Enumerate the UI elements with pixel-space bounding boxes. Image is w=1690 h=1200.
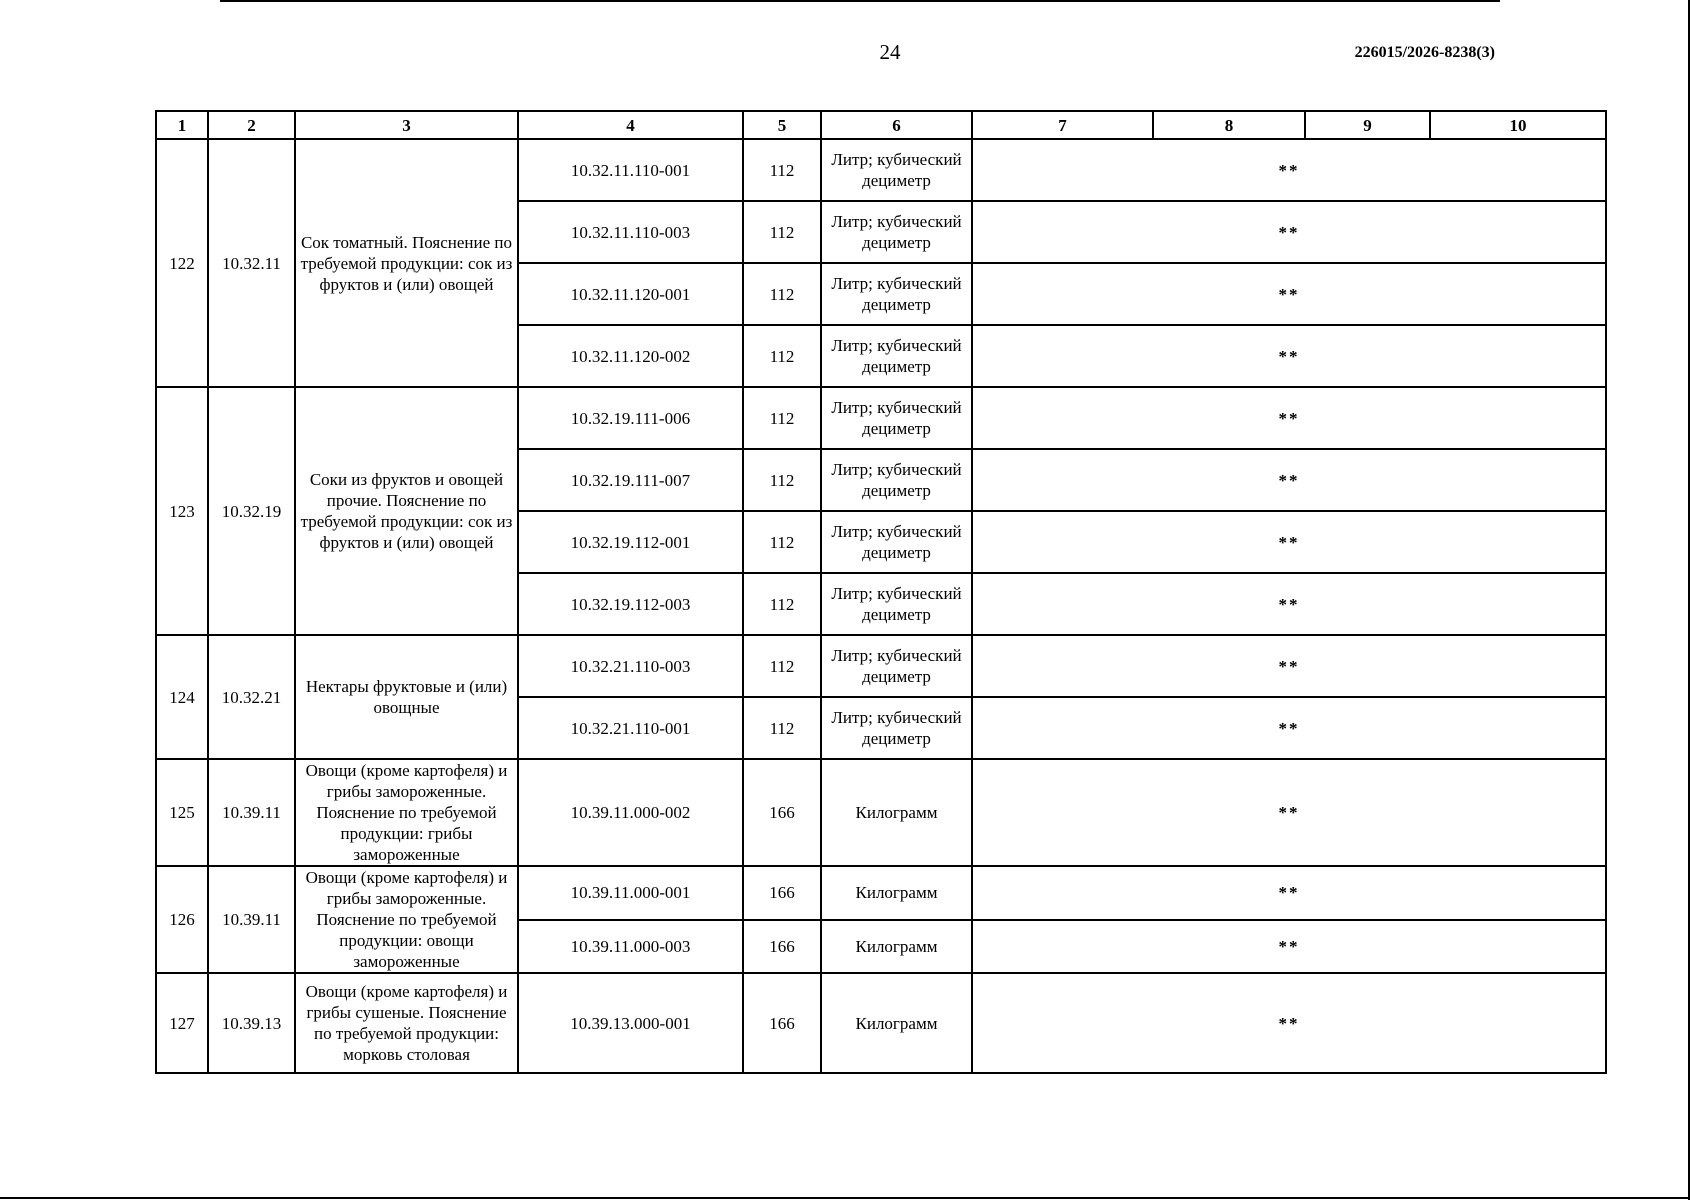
product-name: Нектары фруктовые и (или) овощные bbox=[295, 635, 518, 759]
okei-code: 112 bbox=[743, 263, 821, 325]
ktru-code: 10.32.21.110-001 bbox=[518, 697, 743, 759]
okei-code: 112 bbox=[743, 511, 821, 573]
ktru-code: 10.32.11.120-002 bbox=[518, 325, 743, 387]
table-row bbox=[156, 387, 1606, 449]
top-rule bbox=[220, 0, 1500, 2]
column-header-7: 7 bbox=[972, 111, 1153, 139]
placeholder-stars: ** bbox=[972, 866, 1606, 920]
okpd2-code: 10.39.11 bbox=[208, 866, 295, 973]
ktru-code: 10.32.19.112-001 bbox=[518, 511, 743, 573]
okei-code: 166 bbox=[743, 973, 821, 1073]
table-row bbox=[156, 866, 1606, 920]
column-header-1: 1 bbox=[156, 111, 208, 139]
column-header-2: 2 bbox=[208, 111, 295, 139]
table-row bbox=[156, 635, 1606, 697]
okei-code: 112 bbox=[743, 201, 821, 263]
unit-name: Литр; кубический дециметр bbox=[821, 387, 972, 449]
column-header-5: 5 bbox=[743, 111, 821, 139]
unit-name: Литр; кубический дециметр bbox=[821, 573, 972, 635]
row-number: 125 bbox=[156, 759, 208, 866]
placeholder-stars: ** bbox=[972, 449, 1606, 511]
okei-code: 112 bbox=[743, 573, 821, 635]
product-name: Овощи (кроме картофеля) и грибы замороженные. Пояснение по требуемой продукции: грибы замороженные bbox=[295, 759, 518, 866]
okei-code: 112 bbox=[743, 325, 821, 387]
okpd2-code: 10.32.19 bbox=[208, 387, 295, 635]
ktru-code: 10.39.13.000-001 bbox=[518, 973, 743, 1073]
ktru-code: 10.32.21.110-003 bbox=[518, 635, 743, 697]
unit-name: Литр; кубический дециметр bbox=[821, 511, 972, 573]
okei-code: 166 bbox=[743, 866, 821, 920]
row-number: 123 bbox=[156, 387, 208, 635]
placeholder-stars: ** bbox=[972, 635, 1606, 697]
row-number: 127 bbox=[156, 973, 208, 1073]
ktru-code: 10.32.19.111-006 bbox=[518, 387, 743, 449]
unit-name: Литр; кубический дециметр bbox=[821, 449, 972, 511]
table-row bbox=[156, 139, 1606, 201]
unit-name: Килограмм bbox=[821, 866, 972, 920]
placeholder-stars: ** bbox=[972, 139, 1606, 201]
document-id: 226015/2026-8238(3) bbox=[1354, 44, 1495, 61]
placeholder-stars: ** bbox=[972, 263, 1606, 325]
placeholder-stars: ** bbox=[972, 973, 1606, 1073]
row-number: 122 bbox=[156, 139, 208, 387]
placeholder-stars: ** bbox=[972, 325, 1606, 387]
ktru-code: 10.39.11.000-003 bbox=[518, 920, 743, 974]
placeholder-stars: ** bbox=[972, 920, 1606, 974]
unit-name: Литр; кубический дециметр bbox=[821, 201, 972, 263]
product-name: Овощи (кроме картофеля) и грибы замороженные. Пояснение по требуемой продукции: овощи замороженные bbox=[295, 866, 518, 973]
column-header-6: 6 bbox=[821, 111, 972, 139]
specification-table bbox=[155, 110, 1607, 1074]
ktru-code: 10.32.11.110-003 bbox=[518, 201, 743, 263]
ktru-code: 10.32.11.120-001 bbox=[518, 263, 743, 325]
ktru-code: 10.39.11.000-002 bbox=[518, 759, 743, 866]
ktru-code: 10.39.11.000-001 bbox=[518, 866, 743, 920]
okei-code: 166 bbox=[743, 759, 821, 866]
okpd2-code: 10.32.21 bbox=[208, 635, 295, 759]
column-header-3: 3 bbox=[295, 111, 518, 139]
unit-name: Литр; кубический дециметр bbox=[821, 325, 972, 387]
page-edge-bottom bbox=[0, 1197, 1690, 1199]
row-number: 124 bbox=[156, 635, 208, 759]
unit-name: Килограмм bbox=[821, 759, 972, 866]
table-row bbox=[156, 973, 1606, 1073]
column-header-9: 9 bbox=[1305, 111, 1430, 139]
placeholder-stars: ** bbox=[972, 201, 1606, 263]
okpd2-code: 10.39.13 bbox=[208, 973, 295, 1073]
placeholder-stars: ** bbox=[972, 759, 1606, 866]
okpd2-code: 10.39.11 bbox=[208, 759, 295, 866]
column-header-4: 4 bbox=[518, 111, 743, 139]
placeholder-stars: ** bbox=[972, 697, 1606, 759]
placeholder-stars: ** bbox=[972, 573, 1606, 635]
unit-name: Литр; кубический дециметр bbox=[821, 263, 972, 325]
row-number: 126 bbox=[156, 866, 208, 973]
unit-name: Литр; кубический дециметр bbox=[821, 635, 972, 697]
okei-code: 112 bbox=[743, 449, 821, 511]
okei-code: 112 bbox=[743, 387, 821, 449]
okei-code: 166 bbox=[743, 920, 821, 974]
unit-name: Литр; кубический дециметр bbox=[821, 697, 972, 759]
ktru-code: 10.32.11.110-001 bbox=[518, 139, 743, 201]
okei-code: 112 bbox=[743, 635, 821, 697]
unit-name: Килограмм bbox=[821, 920, 972, 974]
ktru-code: 10.32.19.111-007 bbox=[518, 449, 743, 511]
placeholder-stars: ** bbox=[972, 387, 1606, 449]
okei-code: 112 bbox=[743, 139, 821, 201]
product-name: Овощи (кроме картофеля) и грибы сушеные. Пояснение по требуемой продукции: морковь столовая bbox=[295, 973, 518, 1073]
product-name: Сок томатный. Пояснение по требуемой продукции: сок из фруктов и (или) овощей bbox=[295, 139, 518, 387]
column-header-8: 8 bbox=[1153, 111, 1305, 139]
ktru-code: 10.32.19.112-003 bbox=[518, 573, 743, 635]
unit-name: Килограмм bbox=[821, 973, 972, 1073]
page-number: 24 bbox=[879, 40, 901, 64]
product-name: Соки из фруктов и овощей прочие. Пояснение по требуемой продукции: сок из фруктов и (или) овощей bbox=[295, 387, 518, 635]
unit-name: Литр; кубический дециметр bbox=[821, 139, 972, 201]
table-header-row bbox=[156, 111, 1606, 139]
column-header-10: 10 bbox=[1430, 111, 1606, 139]
okpd2-code: 10.32.11 bbox=[208, 139, 295, 387]
okei-code: 112 bbox=[743, 697, 821, 759]
placeholder-stars: ** bbox=[972, 511, 1606, 573]
table-row bbox=[156, 759, 1606, 866]
